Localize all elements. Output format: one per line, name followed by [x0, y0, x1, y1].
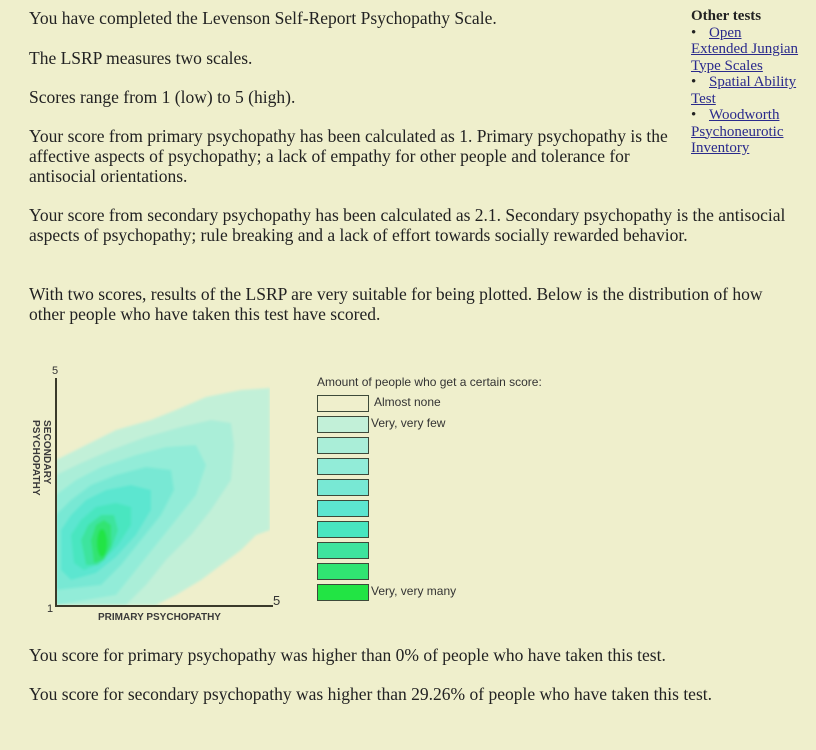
primary-score-text: Your score from primary psychopathy has been calculated as 1. Primary psychopathy is the affective aspects of psychopathy; a lack of empathy for other people and tolerance for antisocial orientations. — [29, 126, 668, 186]
x-tick-max: 5 — [273, 593, 281, 608]
secondary-percentile-text: You score for secondary psychopathy was higher than 29.26% of people who have taken this test. — [29, 684, 712, 704]
legend-swatch — [317, 395, 369, 412]
other-tests-sidebar — [691, 8, 801, 157]
bullet-icon: • — [691, 74, 697, 90]
completion-message: You have completed the Levenson Self-Report Psychopathy Scale. — [29, 8, 497, 28]
y-tick-max: 5 — [52, 365, 59, 377]
legend-swatch — [317, 416, 369, 433]
heatmap-plot-area — [56, 385, 270, 605]
score-range-info: Scores range from 1 (low) to 5 (high). — [29, 87, 296, 107]
distribution-heatmap — [30, 365, 290, 630]
link-open-extended-jungian[interactable]: Open Extended Jungian Type Scales — [691, 24, 799, 74]
other-test-item — [691, 74, 801, 107]
legend-label: Very, very few — [371, 416, 446, 430]
bullet-icon: • — [691, 107, 697, 123]
link-woodworth[interactable]: Woodworth Psychoneurotic Inventory — [691, 107, 784, 156]
legend-swatch — [317, 521, 369, 538]
legend-swatch — [317, 479, 369, 496]
legend-swatch — [317, 437, 369, 454]
scales-info: The LSRP measures two scales. — [29, 48, 253, 68]
bullet-icon: • — [691, 24, 697, 41]
legend-swatch — [317, 500, 369, 517]
heatmap-legend — [317, 375, 577, 605]
primary-percentile-text: You score for primary psychopathy was higher than 0% of people who have taken this test. — [29, 645, 666, 665]
legend-title: Amount of people who get a certain score: — [317, 375, 542, 389]
legend-swatch — [317, 584, 369, 601]
legend-item — [317, 416, 577, 437]
legend-item — [317, 437, 577, 458]
link-spatial-ability[interactable]: Spatial Ability Test — [691, 74, 797, 107]
other-tests-title: Other tests — [691, 8, 762, 24]
legend-item — [317, 542, 577, 563]
distribution-intro: With two scores, results of the LSRP are very suitable for being plotted. Below is the distribution of how other people who have taken this test have scored. — [29, 284, 763, 324]
legend-swatch — [317, 458, 369, 475]
legend-label: Very, very many — [371, 584, 457, 598]
legend-item — [317, 584, 577, 605]
legend-label: Almost none — [374, 395, 441, 409]
legend-item — [317, 395, 577, 416]
legend-item — [317, 521, 577, 542]
secondary-score-text: Your score from secondary psychopathy has been calculated as 2.1. Secondary psychopathy is the antisocial aspects of psychopathy; rule breaking and a lack of effort towards socially rewarded behavior. — [29, 205, 786, 245]
y-axis — [55, 378, 57, 607]
y-tick-min: 1 — [47, 603, 54, 615]
legend-item — [317, 479, 577, 500]
legend-swatch — [317, 542, 369, 559]
y-axis-label: SECONDARY PSYCHOPATHY — [30, 420, 52, 496]
legend-item — [317, 500, 577, 521]
other-test-item — [691, 25, 801, 75]
legend-swatch — [317, 563, 369, 580]
x-axis-label: PRIMARY PSYCHOPATHY — [98, 612, 221, 623]
x-axis — [55, 605, 273, 607]
legend-item — [317, 563, 577, 584]
other-test-item — [691, 107, 801, 157]
legend-item — [317, 458, 577, 479]
